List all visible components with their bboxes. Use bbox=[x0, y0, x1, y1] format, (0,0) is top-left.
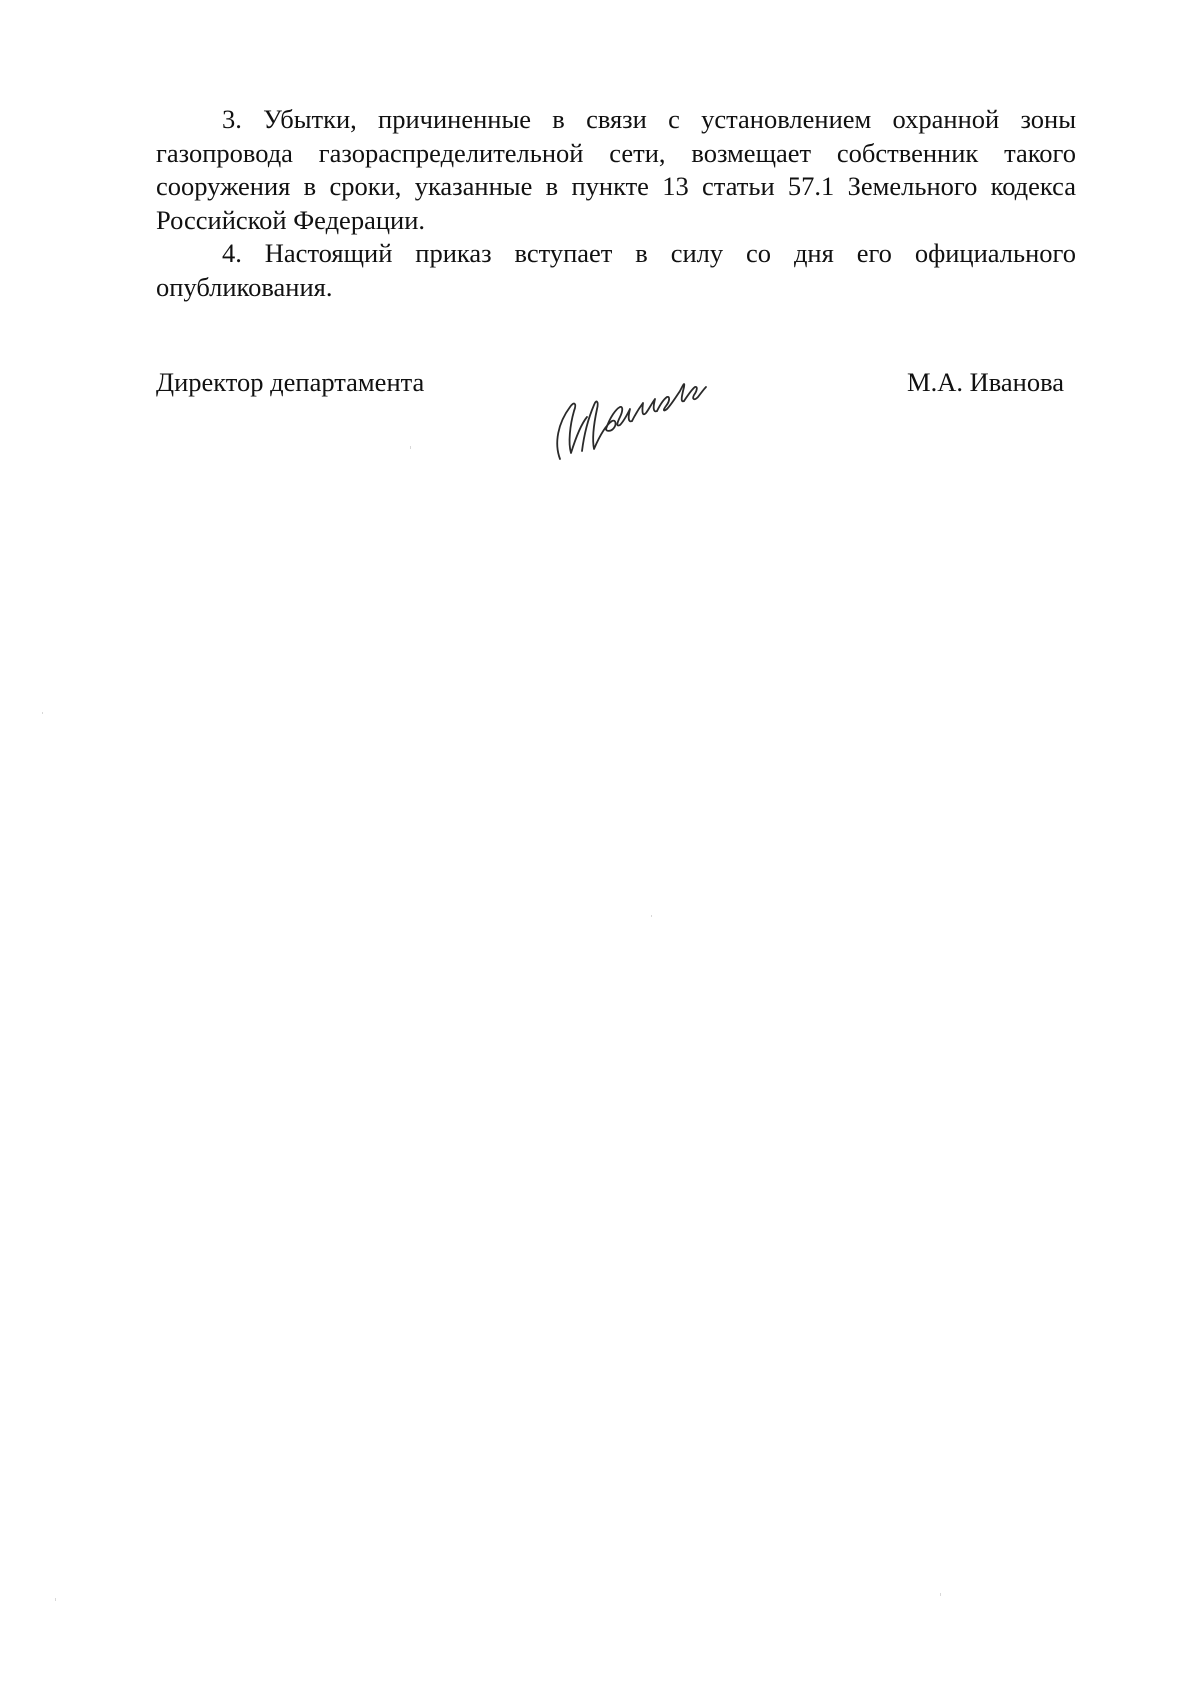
paragraph-3: 3. Убытки, причиненные в связи с установлением охранной зоны газопровода газораспределительной сети, возмещает собственник такого сооружения в сроки, указанные в пункте 13 статьи 57.1 Земельного кодекса Российской Федерации. bbox=[156, 104, 1076, 235]
scan-speck bbox=[42, 712, 43, 714]
document-body bbox=[156, 103, 1076, 304]
scan-speck bbox=[410, 446, 411, 449]
scan-speck bbox=[940, 1593, 941, 1596]
scan-speck bbox=[55, 1598, 56, 1601]
signature-block bbox=[156, 367, 1076, 487]
signatory-name: М.А. Иванова bbox=[907, 367, 1064, 397]
signatory-title: Директор департамента bbox=[156, 367, 425, 397]
paragraph-4: 4. Настоящий приказ вступает в силу со дня его официального опубликования. bbox=[156, 238, 1076, 302]
handwritten-signature bbox=[524, 351, 734, 471]
scan-speck bbox=[651, 915, 652, 917]
